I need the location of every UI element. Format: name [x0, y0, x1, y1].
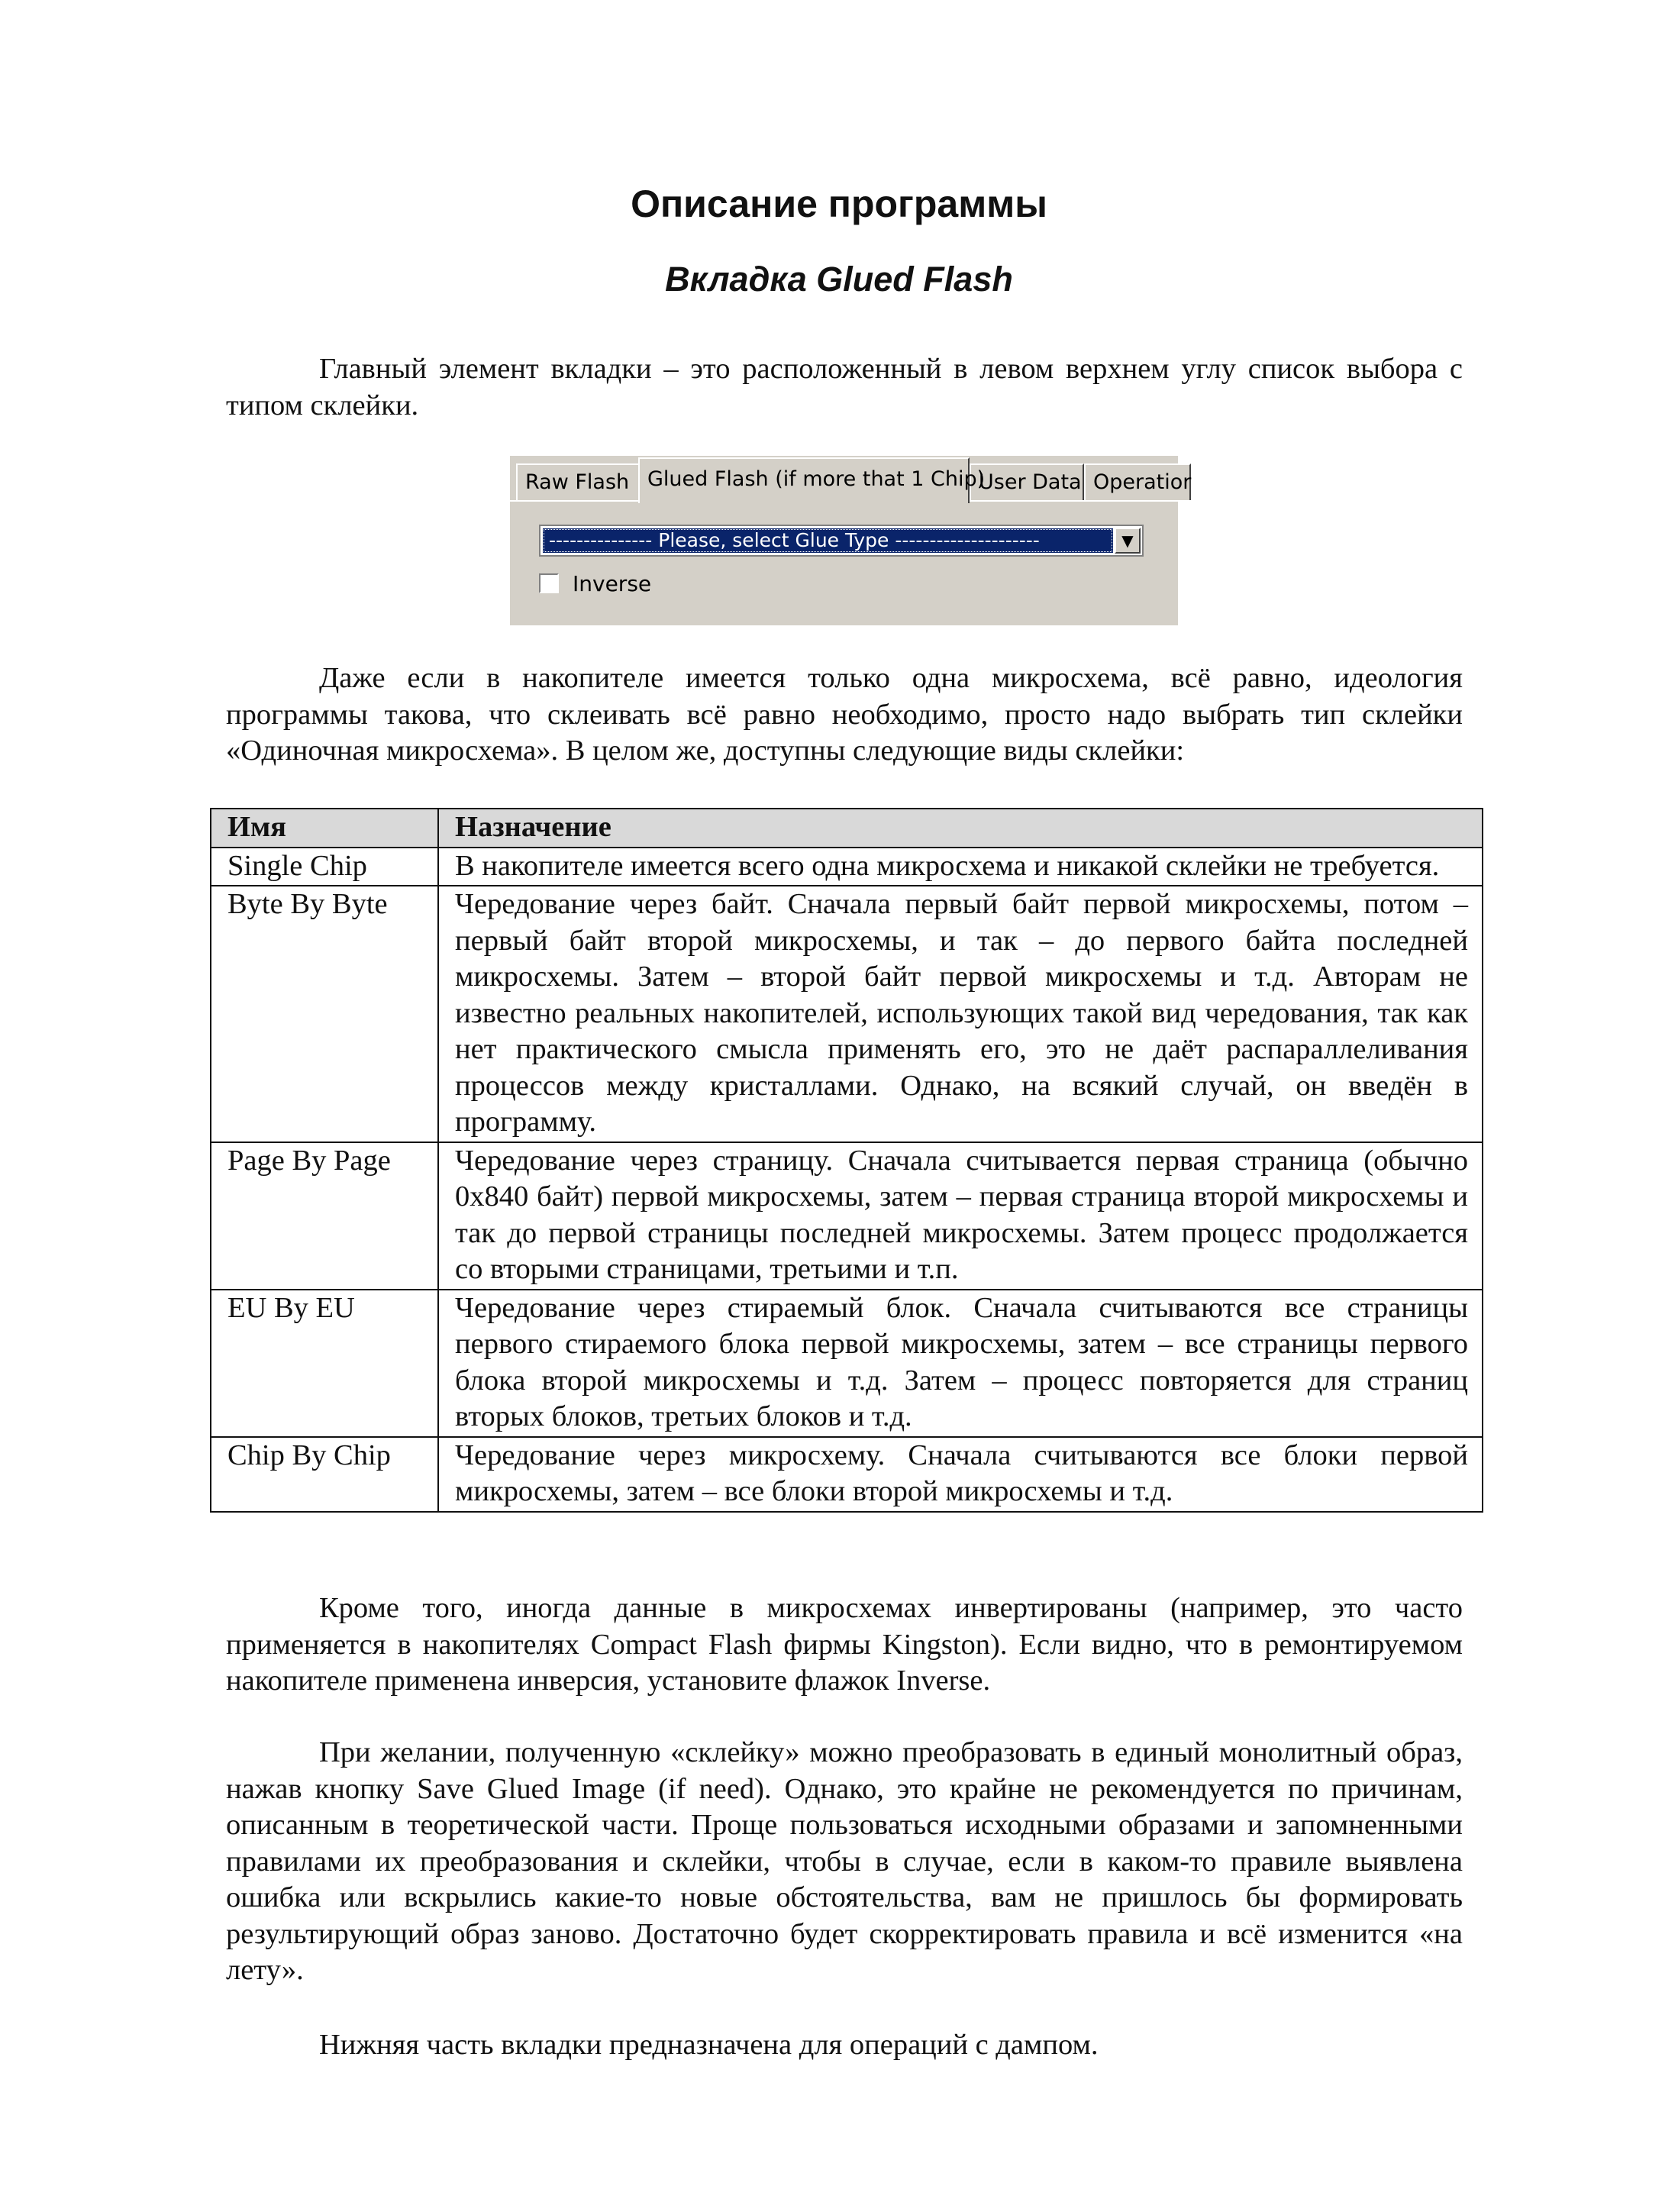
inverse-label: Inverse — [573, 571, 652, 596]
header-purpose: Назначение — [438, 809, 1483, 848]
tab-strip — [510, 456, 1192, 502]
table-header-row — [211, 809, 1483, 848]
glued-flash-tab-screenshot — [510, 456, 1192, 625]
glue-type-select[interactable] — [539, 525, 1144, 557]
inverse-checkbox[interactable] — [539, 573, 559, 593]
row-name: Page By Page — [211, 1142, 438, 1290]
tab-glued-flash[interactable]: Glued Flash (if more that 1 Chip) — [638, 457, 970, 503]
table-row — [211, 1290, 1483, 1437]
glue-types-table — [210, 808, 1483, 1513]
single-chip-paragraph: Даже если в накопителе имеется только одна микросхема, всё равно, идеология программы такова, что склеивать всё равно необходимо, просто надо выбрать тип склейки «Одиночная микросхема». В целом же, доступны следующие виды склейки: — [226, 662, 1463, 767]
row-description: Чередование через микросхему. Сначала считываются все блоки первой микросхемы, затем – все блоки второй микросхемы и т.д. — [438, 1437, 1483, 1512]
table-row — [211, 886, 1483, 1142]
tab-operations[interactable]: Operatior — [1084, 463, 1191, 500]
row-description: Чередование через байт. Сначала первый байт первой микросхемы, потом – первый байт второй микросхемы, и так – до первого байта последней микросхемы. Затем – второй байт первой микросхемы и т.д. Авторам не известно реальных накопителей, использующих такой вид чередования, так как нет практического смысла применять его, это не даёт распараллеливания процессов между кристаллами. Однако, на всякий случай, он введён в программу. — [438, 886, 1483, 1142]
section-subtitle: Вкладка Glued Flash — [665, 260, 1013, 299]
glue-type-selected-value: --------------- Please, select Glue Type --------------------- — [543, 528, 1113, 553]
header-name: Имя — [211, 809, 438, 848]
row-name: Single Chip — [211, 848, 438, 886]
row-description: Чередование через страницу. Сначала считывается первая страница (обычно 0x840 байт) первой микросхемы, затем – первая страница второй микросхемы и так до первой страницы последней микросхемы. Затем процесс продолжается со вторыми страницами, третьими и т.п. — [438, 1142, 1483, 1290]
row-name: Byte By Byte — [211, 886, 438, 1142]
inverse-paragraph: Кроме того, иногда данные в микросхемах инвертированы (например, это часто применяется в накопителях Compact Flash фирмы Kingston). Если видно, что в ремонтируемом накопителе применена инверсия, установите флажок Inverse. — [226, 1592, 1463, 1697]
table-row — [211, 1142, 1483, 1290]
table-row — [211, 1437, 1483, 1512]
row-name: Chip By Chip — [211, 1437, 438, 1512]
row-description: Чередование через стираемый блок. Сначала считываются все страницы первого стираемого блока первой микросхемы, затем – все страницы первого блока второй микросхемы и т.д. Затем – процесс повторяется для страниц вторых блоков, третьих блоков и т.д. — [438, 1290, 1483, 1437]
row-description: В накопителе имеется всего одна микросхема и никакой склейки не требуется. — [438, 848, 1483, 886]
intro-paragraph: Главный элемент вкладки – это расположенный в левом верхнем углу список выбора с типом склейки. — [226, 353, 1463, 421]
page-title: Описание программы — [631, 182, 1047, 225]
tab-raw-flash[interactable]: Raw Flash — [516, 463, 640, 500]
bottom-paragraph: Нижняя часть вкладки предназначена для операций с дампом. — [319, 2029, 1099, 2061]
chevron-down-icon[interactable]: ▼ — [1115, 528, 1141, 554]
save-glued-paragraph: При желании, полученную «склейку» можно преобразовать в единый монолитный образ, нажав кнопку Save Glued Image (if need). Однако, это крайне не рекомендуется по причинам, описанным в теоретической части. Проще пользоваться исходными образами и запомненными правилами их преобразования и склейки, чтобы в случае, если в каком-то правиле выявлена ошибка или вскрылись какие-то новые обстоятельства, вам не пришлось бы формировать результирующий образ заново. Достаточно будет скорректировать правила и всё изменится «на лету». — [226, 1736, 1463, 1986]
row-name: EU By EU — [211, 1290, 438, 1437]
tab-user-data[interactable]: User Data — [970, 463, 1084, 500]
table-row — [211, 848, 1483, 886]
